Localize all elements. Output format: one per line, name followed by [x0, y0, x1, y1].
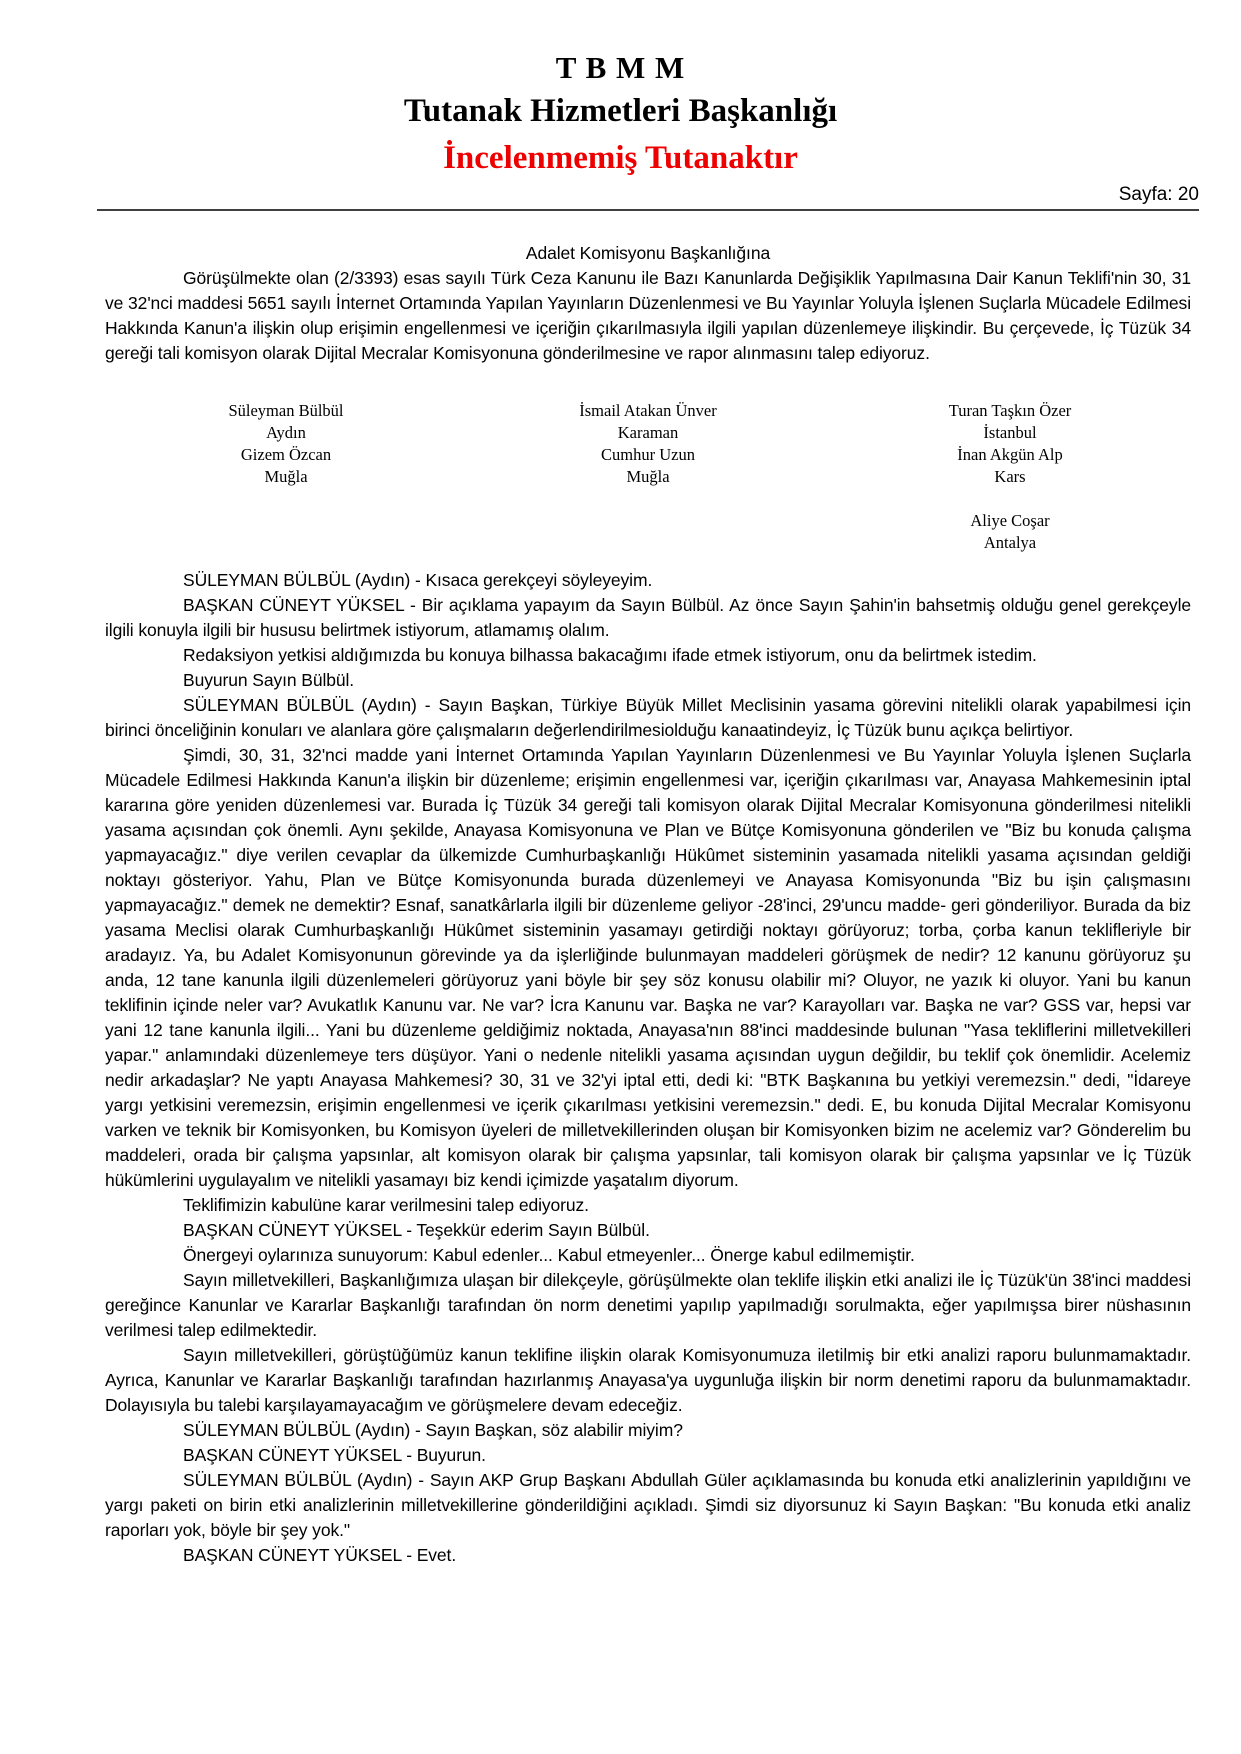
transcript-paragraph: Önergeyi oylarınıza sunuyorum: Kabul edenler... Kabul etmeyenler... Önerge kabul edilmemiştir. [183, 1244, 915, 1265]
transcript-paragraph: BAŞKAN CÜNEYT YÜKSEL - Teşekkür ederim Sayın Bülbül. [183, 1219, 650, 1240]
transcript-paragraph: Buyurun Sayın Bülbül. [183, 669, 355, 690]
transcript-paragraph: SÜLEYMAN BÜLBÜL (Aydın) - Sayın Başkan, Türkiye Büyük Millet Meclisinin yasama görevini nitelikli olarak yapabilmesi için birinci önceliğinin konuları ve alanlara göre çalışmaların değerlendirilmesiolduğu kanaatindeyiz, İç Tüzük bunu açıkça belirtiyor. [105, 694, 1191, 740]
signer-name: İsmail Atakan Ünver [579, 400, 717, 420]
signer-name: Cumhur Uzun [601, 444, 695, 464]
signer-city: Kars [994, 466, 1026, 486]
org-title: T B M M [555, 50, 686, 85]
transcript-paragraph: BAŞKAN CÜNEYT YÜKSEL - Bir açıklama yapayım da Sayın Bülbül. Az önce Sayın Şahin'in bahsetmiş olduğu genel gerekçeyle ilgili konuyla ilgili bir hususu belirtmek istiyorum, atlamamış olalım. [105, 594, 1191, 640]
signer-name: Süleyman Bülbül [228, 400, 344, 420]
signer-name: İnan Akgün Alp [957, 444, 1063, 464]
transcript-paragraph: Şimdi, 30, 31, 32'nci madde yani İnternet Ortamında Yapılan Yayınların Düzenlenmesi ve Bu Yayınlar Yoluyla İşlenen Suçlarla Mücadele Edilmesi Hakkında Kanun'a ilişkin bir düzenleme; erişimin engellenmesi var, içeriğin çıkarılması var, Anayasa Mahkemesinin iptal kararına göre yeniden düzenlemesi var. Burada İç Tüzük 34 gereği tali komisyon olarak Dijital Mecralar Komisyonuna gönderilmesi nitelikli yasama açısından çok önemli. Aynı şekilde, Anayasa Komisyonuna ve Plan ve Bütçe Komisyonuna gönderilen ve "Biz bu konuda çalışma yapmayacağız." diye verilen cevaplar da ülkemizde Cumhurbaşkanlığı Hükûmet sisteminin yasamada nitelikli yasama açısından geldiği noktayı gösteriyor. Yahu, Plan ve Bütçe Komisyonunda burada düzenlemeyi ve Anayasa Komisyonunda "Biz bu işin çalışmasını yapmayacağız." demek ne demektir? Esnaf, sanatkârlarla ilgili bir düzenleme geliyor -28'inci, 29'uncu madde- geri gönderiliyor. Burada da biz yasama Meclisi olarak Cumhurbaşkanlığı Hükûmet sisteminin yasamayı getirdiği noktayı görüyoruz; torba, çorba kanun teklifleriyle bir aradayız. Ya, bu Adalet Komisyonunun görevinde ya da işlerliğinde bulunmayan maddeleri görüşmek de nedir? 12 kanunu görüyoruz şu anda, 12 tane kanunla ilgili düzenlemeleri görüyoruz yani böyle bir şey söz konusu olabilir mi? Oluyor, ne yazık ki oluyor. Yani bu kanun teklifinin içinde neler var? Avukatlık Kanunu var. Ne var? İcra Kanunu var. Başka ne var? Karayolları var. Başka ne var? GSS var, hepsi var yani 12 tane kanunla ilgili... Yani bu düzenleme geldiğimiz noktada, Anayasa'nın 88'inci maddesinde bulunan "Yasa tekliflerini milletvekilleri yapar." anlamındaki düzenlemeye ters düşüyor. Yani o nedenle nitelikli yasama açısından uygun değildir, bu teklif çok önemlidir. Acelemiz nedir arkadaşlar? Ne yaptı Anayasa Mahkemesi? 30, 31 ve 32'yi iptal etti, dedi ki: "BTK Başkanına bu yetkiyi veremezsin." dedi, "İdareye yargı yetkisini veremezsin, erişimin engellenmesi ve içerik çıkarılması yetkisini veremezsin." dedi. E, bu konuda Dijital Mecralar Komisyonu varken ve teknik bir Komisyonken, bu Komisyon üyeleri de milletvekillerinden oluşan bir Komisyonken bizim ne acelemiz var? Gönderelim bu maddeleri, orada bir çalışma yapsınlar, alt komisyon olarak bir çalışma yapsınlar, tali komisyon olarak bir çalışma yapsınlar ve İç Tüzük hükümlerini uygulayalım ve nitelikli yasamayı biz kendi içimizde yaşatalım diyorum. [105, 744, 1191, 1190]
transcript-paragraph: SÜLEYMAN BÜLBÜL (Aydın) - Kısaca gerekçeyi söyleyeyim. [183, 569, 653, 590]
department-title: Tutanak Hizmetleri Başkanlığı [403, 92, 838, 129]
signature-column-1-empty [105, 510, 467, 554]
transcript-paragraph: BAŞKAN CÜNEYT YÜKSEL - Evet. [183, 1544, 457, 1565]
signature-column-2-empty [467, 510, 829, 554]
signer-city: Aydın [266, 422, 306, 442]
page-number: Sayfa: 20 [1118, 183, 1199, 205]
transcript-paragraph: Redaksiyon yetkisi aldığımızda bu konuya bilhassa bakacağımı ifade etmek istiyorum, onu da belirtmek istedim. [183, 644, 1037, 665]
signer-city: Karaman [617, 422, 679, 442]
signature-column-3-extra [829, 510, 1191, 554]
signer-city: İstanbul [983, 422, 1037, 442]
petition-body: Görüşülmekte olan (2/3393) esas sayılı Türk Ceza Kanunu ile Bazı Kanunlarda Değişiklik Yapılmasına Dair Kanun Teklifi'nin 30, 31 ve 32'nci maddesi 5651 sayılı İnternet Ortamında Yapılan Yayınların Düzenlenmesi ve Bu Yayınlar Yoluyla İşlenen Suçlarla Mücadele Edilmesi Hakkında Kanun'a ilişkin olup erişimin engellenmesi ve içeriğin çıkarılmasıyla ilgili yapılan düzenlemeye ilişkindir. Bu çerçevede, İç Tüzük 34 gereği tali komisyon olarak Dijital Mecralar Komisyonuna gönderilmesine ve rapor alınmasını talep ediyoruz. [105, 267, 1191, 363]
signer-name: Aliye Coşar [970, 510, 1050, 530]
signature-grid-extra [105, 510, 1191, 554]
signature-column-1 [105, 400, 467, 488]
signature-column-2 [467, 400, 829, 488]
signature-grid [105, 400, 1191, 488]
transcript-paragraph: SÜLEYMAN BÜLBÜL (Aydın) - Sayın AKP Grup Başkanı Abdullah Güler açıklamasında bu konuda etki analizlerinin yapıldığını ve yargı paketi on birin etki analizlerinin milletvekillerine gönderildiğini açıkladı. Şimdi siz diyorsunuz ki Sayın Başkan: "Bu konuda etki analiz raporları yok, böyle bir şey yok." [105, 1469, 1191, 1540]
transcript-paragraph: Sayın milletvekilleri, Başkanlığımıza ulaşan bir dilekçeyle, görüşülmekte olan teklife ilişkin etki analizi ile İç Tüzük'ün 38'inci maddesi gereğince Kanunlar ve Kararlar Başkanlığı tarafından ön norm denetimi yapılıp yapılmadığı sorulmakta, eğer yapılmışsa birer nüshasının verilmesi talep edilmektedir. [105, 1269, 1191, 1340]
transcript-paragraph: BAŞKAN CÜNEYT YÜKSEL - Buyurun. [183, 1444, 486, 1465]
transcript-paragraph: Teklifimizin kabulüne karar verilmesini talep ediyoruz. [183, 1194, 589, 1215]
signer-name: Gizem Özcan [240, 444, 332, 464]
signature-column-3 [829, 400, 1191, 488]
transcript-paragraph: Sayın milletvekilleri, görüştüğümüz kanun teklifine ilişkin olarak Komisyonumuza iletilmiş bir etki analizi raporu bulunmamaktadır. Ayrıca, Kanunlar ve Kararlar Başkanlığı tarafından hazırlanmış Anayasa'ya uygunluğa ilişkin bir norm denetimi raporu da bulunmamaktadır. Dolayısıyla bu talebi karşılayamayacağım ve görüşmelere devam edeceğiz. [105, 1344, 1191, 1415]
signature-block [105, 400, 1191, 554]
document-header [0, 50, 1241, 178]
petition-addressee: Adalet Komisyonu Başkanlığına [525, 242, 771, 263]
signer-name: Turan Taşkın Özer [948, 400, 1072, 420]
transcript-paragraph: SÜLEYMAN BÜLBÜL (Aydın) - Sayın Başkan, söz alabilir miyim? [183, 1419, 683, 1440]
signer-city: Antalya [983, 532, 1037, 552]
document-body [0, 211, 1241, 1568]
signer-city: Muğla [626, 466, 670, 486]
status-banner: İncelenmemiş Tutanaktır [443, 139, 798, 176]
signer-city: Muğla [264, 466, 308, 486]
